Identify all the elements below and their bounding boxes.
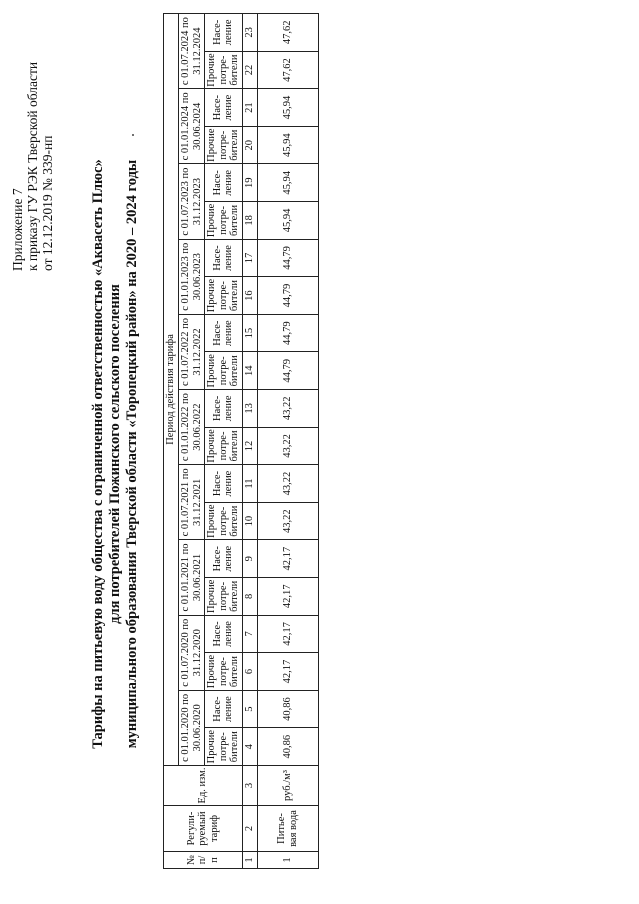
tariff-value: 40,86	[257, 690, 318, 728]
header-category-other: Прочие потре-бители	[205, 126, 243, 164]
header-category-other: Прочие потре-бители	[205, 202, 243, 240]
appendix-line-3: от 12.12.2019 № 339-нп	[40, 135, 55, 271]
header-category-population: Насе-ление	[205, 390, 243, 428]
column-index: 12	[242, 427, 257, 465]
header-category-other: Прочие потре-бители	[205, 352, 243, 390]
header-unit: Ед. изм.	[164, 766, 243, 806]
column-index: 16	[242, 277, 257, 315]
tariff-value: 47,62	[257, 13, 318, 51]
tariff-value: 45,94	[257, 164, 318, 202]
tariff-value: 42,17	[257, 578, 318, 616]
column-index: 13	[242, 390, 257, 428]
column-index: 15	[242, 314, 257, 352]
header-category-population: Насе-ление	[205, 615, 243, 653]
header-category-other: Прочие потре-бители	[205, 728, 243, 766]
header-category-other: Прочие потре-бители	[205, 578, 243, 616]
header-category-population: Насе-ление	[205, 239, 243, 277]
header-category-population: Насе-ление	[205, 465, 243, 503]
header-category-population: Насе-ление	[205, 164, 243, 202]
title-line-1: Тарифы на питьевую воду общества с ограниченной ответственностью «Аквасеть Плюс»	[90, 159, 106, 749]
tariff-value: 43,22	[257, 502, 318, 540]
column-index: 22	[242, 51, 257, 89]
header-category-other: Прочие потре-бители	[205, 653, 243, 691]
header-category-population: Насе-ление	[205, 89, 243, 127]
column-index: 20	[242, 126, 257, 164]
row-num: 1	[257, 852, 318, 869]
header-period-range: с 01.01.2022 по 30.06.2022	[179, 390, 205, 465]
header-category-population: Насе-ление	[205, 314, 243, 352]
header-period: Период действия тарифа	[164, 13, 179, 765]
column-index: 9	[242, 540, 257, 578]
header-period-range: с 01.01.2020 по 30.06.2020	[179, 690, 205, 765]
header-category-population: Насе-ление	[205, 540, 243, 578]
column-index: 6	[242, 653, 257, 691]
tariff-value: 42,17	[257, 615, 318, 653]
header-category-population: Насе-ление	[205, 690, 243, 728]
header-category-other: Прочие потре-бители	[205, 427, 243, 465]
title-line-2: для потребителей Пожинского сельского поселения	[107, 284, 123, 624]
tariff-value: 42,17	[257, 653, 318, 691]
header-category-other: Прочие потре-бители	[205, 51, 243, 89]
column-index: 11	[242, 465, 257, 503]
title-line-3: муниципального образования Тверской области «Торопецкий район» на 2020 – 2024 годы	[124, 159, 140, 749]
header-category-population: Насе-ление	[205, 13, 243, 51]
tariff-value: 43,22	[257, 465, 318, 503]
tariff-value: 45,94	[257, 89, 318, 127]
tariff-table	[163, 13, 319, 869]
column-index: 19	[242, 164, 257, 202]
header-period-range: с 01.07.2020 по 31.12.2020	[179, 615, 205, 690]
appendix-block	[10, 21, 55, 271]
row-unit: руб./м³	[257, 766, 318, 806]
column-index: 23	[242, 13, 257, 51]
tariff-value: 44,79	[257, 352, 318, 390]
appendix-line-2: к приказу ГУ РЭК Тверской области	[25, 61, 40, 271]
tariff-value: 44,79	[257, 314, 318, 352]
header-period-range: с 01.07.2023 по 31.12.2023	[179, 164, 205, 239]
column-index: 8	[242, 578, 257, 616]
tariff-value: 43,22	[257, 427, 318, 465]
header-category-other: Прочие потре-бители	[205, 502, 243, 540]
tariff-value: 40,86	[257, 728, 318, 766]
column-index: 5	[242, 690, 257, 728]
column-index: 10	[242, 502, 257, 540]
column-index: 1	[242, 852, 257, 869]
document-title	[90, 44, 141, 864]
header-period-range: с 01.01.2023 по 30.06.2023	[179, 239, 205, 314]
tariff-value: 44,79	[257, 277, 318, 315]
header-category-other: Прочие потре-бители	[205, 277, 243, 315]
header-num: № п/п	[164, 852, 243, 869]
column-index: 4	[242, 728, 257, 766]
header-period-range: с 01.07.2021 по 31.12.2021	[179, 465, 205, 540]
column-index: 14	[242, 352, 257, 390]
tariff-value: 47,62	[257, 51, 318, 89]
column-index: 7	[242, 615, 257, 653]
column-index: 21	[242, 89, 257, 127]
header-period-range: с 01.01.2024 по 30.06.2024	[179, 89, 205, 164]
tariff-value: 44,79	[257, 239, 318, 277]
appendix-line-1: Приложение 7	[10, 188, 25, 271]
header-period-range: с 01.01.2021 по 30.06.2021	[179, 540, 205, 615]
row-tariff: Питье-вая вода	[257, 806, 318, 852]
tariff-value: 45,94	[257, 202, 318, 240]
header-tariff: Регули-руемый тариф	[164, 806, 243, 852]
scan-speck	[132, 134, 134, 136]
column-index: 17	[242, 239, 257, 277]
header-period-range: с 01.07.2024 по 31.12.2024	[179, 13, 205, 88]
column-index: 2	[242, 806, 257, 852]
header-period-range: с 01.07.2022 по 31.12.2022	[179, 314, 205, 389]
tariff-value: 43,22	[257, 390, 318, 428]
column-index: 3	[242, 766, 257, 806]
tariff-value: 42,17	[257, 540, 318, 578]
column-index: 18	[242, 202, 257, 240]
tariff-value: 45,94	[257, 126, 318, 164]
